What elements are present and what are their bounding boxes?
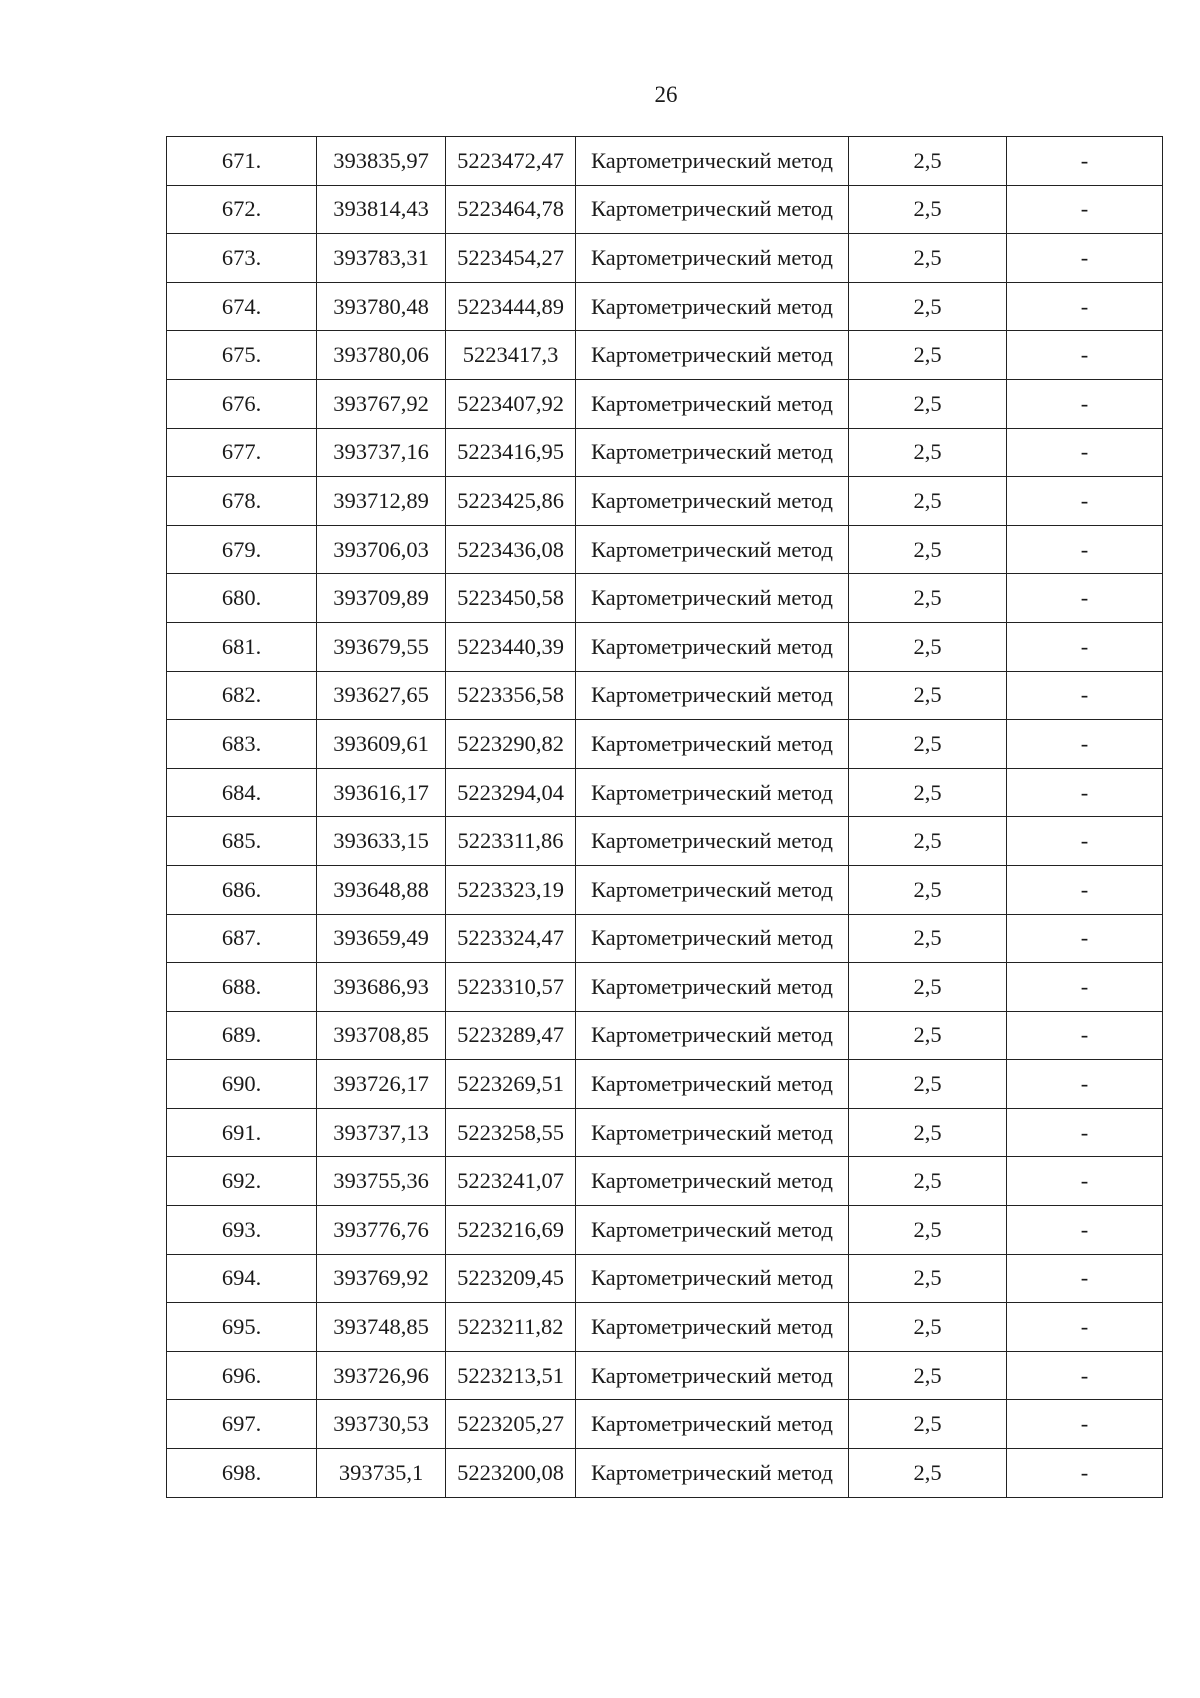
- method-cell: Картометрический метод: [576, 574, 849, 623]
- accuracy-cell: 2,5: [849, 817, 1007, 866]
- point-number-cell: 683.: [167, 720, 317, 769]
- extra-value-cell: -: [1007, 1011, 1163, 1060]
- y-coordinate-cell: 5223311,86: [446, 817, 576, 866]
- method-cell: Картометрический метод: [576, 865, 849, 914]
- y-coordinate-cell: 5223213,51: [446, 1351, 576, 1400]
- accuracy-cell: 2,5: [849, 671, 1007, 720]
- method-cell: Картометрический метод: [576, 1303, 849, 1352]
- extra-value-cell: -: [1007, 1400, 1163, 1449]
- extra-value-cell: -: [1007, 768, 1163, 817]
- y-coordinate-cell: 5223454,27: [446, 234, 576, 283]
- x-coordinate-cell: 393783,31: [317, 234, 446, 283]
- accuracy-cell: 2,5: [849, 865, 1007, 914]
- x-coordinate-cell: 393627,65: [317, 671, 446, 720]
- y-coordinate-cell: 5223436,08: [446, 525, 576, 574]
- extra-value-cell: -: [1007, 1254, 1163, 1303]
- x-coordinate-cell: 393686,93: [317, 963, 446, 1012]
- extra-value-cell: -: [1007, 137, 1163, 186]
- accuracy-cell: 2,5: [849, 622, 1007, 671]
- x-coordinate-cell: 393780,48: [317, 282, 446, 331]
- accuracy-cell: 2,5: [849, 137, 1007, 186]
- extra-value-cell: -: [1007, 1157, 1163, 1206]
- table-row: [167, 477, 1163, 526]
- table-row: [167, 1108, 1163, 1157]
- extra-value-cell: -: [1007, 817, 1163, 866]
- x-coordinate-cell: 393659,49: [317, 914, 446, 963]
- extra-value-cell: -: [1007, 1206, 1163, 1255]
- method-cell: Картометрический метод: [576, 1449, 849, 1498]
- x-coordinate-cell: 393769,92: [317, 1254, 446, 1303]
- y-coordinate-cell: 5223356,58: [446, 671, 576, 720]
- table-row: [167, 1254, 1163, 1303]
- accuracy-cell: 2,5: [849, 1206, 1007, 1255]
- point-number-cell: 672.: [167, 185, 317, 234]
- accuracy-cell: 2,5: [849, 1060, 1007, 1109]
- accuracy-cell: 2,5: [849, 185, 1007, 234]
- y-coordinate-cell: 5223258,55: [446, 1108, 576, 1157]
- point-number-cell: 687.: [167, 914, 317, 963]
- y-coordinate-cell: 5223416,95: [446, 428, 576, 477]
- x-coordinate-cell: 393755,36: [317, 1157, 446, 1206]
- table-row: [167, 282, 1163, 331]
- accuracy-cell: 2,5: [849, 525, 1007, 574]
- y-coordinate-cell: 5223450,58: [446, 574, 576, 623]
- x-coordinate-cell: 393633,15: [317, 817, 446, 866]
- y-coordinate-cell: 5223440,39: [446, 622, 576, 671]
- point-number-cell: 671.: [167, 137, 317, 186]
- x-coordinate-cell: 393706,03: [317, 525, 446, 574]
- point-number-cell: 689.: [167, 1011, 317, 1060]
- extra-value-cell: -: [1007, 574, 1163, 623]
- method-cell: Картометрический метод: [576, 768, 849, 817]
- table-row: [167, 1011, 1163, 1060]
- table-row: [167, 379, 1163, 428]
- method-cell: Картометрический метод: [576, 817, 849, 866]
- accuracy-cell: 2,5: [849, 1303, 1007, 1352]
- accuracy-cell: 2,5: [849, 1157, 1007, 1206]
- point-number-cell: 676.: [167, 379, 317, 428]
- extra-value-cell: -: [1007, 185, 1163, 234]
- point-number-cell: 696.: [167, 1351, 317, 1400]
- x-coordinate-cell: 393737,13: [317, 1108, 446, 1157]
- x-coordinate-cell: 393726,17: [317, 1060, 446, 1109]
- table-row: [167, 720, 1163, 769]
- extra-value-cell: -: [1007, 1060, 1163, 1109]
- accuracy-cell: 2,5: [849, 379, 1007, 428]
- extra-value-cell: -: [1007, 1108, 1163, 1157]
- x-coordinate-cell: 393748,85: [317, 1303, 446, 1352]
- point-number-cell: 673.: [167, 234, 317, 283]
- table-row: [167, 1060, 1163, 1109]
- extra-value-cell: -: [1007, 622, 1163, 671]
- point-number-cell: 692.: [167, 1157, 317, 1206]
- method-cell: Картометрический метод: [576, 282, 849, 331]
- table-row: [167, 1351, 1163, 1400]
- table-row: [167, 865, 1163, 914]
- y-coordinate-cell: 5223211,82: [446, 1303, 576, 1352]
- accuracy-cell: 2,5: [849, 282, 1007, 331]
- accuracy-cell: 2,5: [849, 1351, 1007, 1400]
- y-coordinate-cell: 5223425,86: [446, 477, 576, 526]
- method-cell: Картометрический метод: [576, 963, 849, 1012]
- method-cell: Картометрический метод: [576, 671, 849, 720]
- extra-value-cell: -: [1007, 865, 1163, 914]
- x-coordinate-cell: 393776,76: [317, 1206, 446, 1255]
- accuracy-cell: 2,5: [849, 574, 1007, 623]
- point-number-cell: 697.: [167, 1400, 317, 1449]
- table-row: [167, 1157, 1163, 1206]
- point-number-cell: 682.: [167, 671, 317, 720]
- method-cell: Картометрический метод: [576, 137, 849, 186]
- table-row: [167, 574, 1163, 623]
- y-coordinate-cell: 5223289,47: [446, 1011, 576, 1060]
- extra-value-cell: -: [1007, 379, 1163, 428]
- x-coordinate-cell: 393609,61: [317, 720, 446, 769]
- point-number-cell: 679.: [167, 525, 317, 574]
- coordinates-table-body: [167, 137, 1163, 1498]
- extra-value-cell: -: [1007, 1303, 1163, 1352]
- extra-value-cell: -: [1007, 914, 1163, 963]
- x-coordinate-cell: 393814,43: [317, 185, 446, 234]
- method-cell: Картометрический метод: [576, 1060, 849, 1109]
- method-cell: Картометрический метод: [576, 622, 849, 671]
- extra-value-cell: -: [1007, 963, 1163, 1012]
- accuracy-cell: 2,5: [849, 720, 1007, 769]
- x-coordinate-cell: 393679,55: [317, 622, 446, 671]
- accuracy-cell: 2,5: [849, 428, 1007, 477]
- point-number-cell: 698.: [167, 1449, 317, 1498]
- x-coordinate-cell: 393835,97: [317, 137, 446, 186]
- accuracy-cell: 2,5: [849, 914, 1007, 963]
- point-number-cell: 678.: [167, 477, 317, 526]
- table-row: [167, 185, 1163, 234]
- y-coordinate-cell: 5223209,45: [446, 1254, 576, 1303]
- method-cell: Картометрический метод: [576, 914, 849, 963]
- method-cell: Картометрический метод: [576, 1108, 849, 1157]
- table-row: [167, 817, 1163, 866]
- x-coordinate-cell: 393708,85: [317, 1011, 446, 1060]
- point-number-cell: 693.: [167, 1206, 317, 1255]
- x-coordinate-cell: 393726,96: [317, 1351, 446, 1400]
- method-cell: Картометрический метод: [576, 720, 849, 769]
- x-coordinate-cell: 393735,1: [317, 1449, 446, 1498]
- point-number-cell: 688.: [167, 963, 317, 1012]
- extra-value-cell: -: [1007, 428, 1163, 477]
- extra-value-cell: -: [1007, 477, 1163, 526]
- extra-value-cell: -: [1007, 331, 1163, 380]
- accuracy-cell: 2,5: [849, 1449, 1007, 1498]
- y-coordinate-cell: 5223324,47: [446, 914, 576, 963]
- accuracy-cell: 2,5: [849, 477, 1007, 526]
- point-number-cell: 695.: [167, 1303, 317, 1352]
- accuracy-cell: 2,5: [849, 331, 1007, 380]
- accuracy-cell: 2,5: [849, 1108, 1007, 1157]
- point-number-cell: 684.: [167, 768, 317, 817]
- table-row: [167, 1400, 1163, 1449]
- point-number-cell: 691.: [167, 1108, 317, 1157]
- point-number-cell: 677.: [167, 428, 317, 477]
- coordinates-table: [166, 136, 1163, 1498]
- table-row: [167, 1449, 1163, 1498]
- table-row: [167, 622, 1163, 671]
- extra-value-cell: -: [1007, 525, 1163, 574]
- accuracy-cell: 2,5: [849, 1011, 1007, 1060]
- method-cell: Картометрический метод: [576, 331, 849, 380]
- method-cell: Картометрический метод: [576, 525, 849, 574]
- accuracy-cell: 2,5: [849, 768, 1007, 817]
- extra-value-cell: -: [1007, 282, 1163, 331]
- method-cell: Картометрический метод: [576, 1206, 849, 1255]
- x-coordinate-cell: 393709,89: [317, 574, 446, 623]
- method-cell: Картометрический метод: [576, 1400, 849, 1449]
- x-coordinate-cell: 393730,53: [317, 1400, 446, 1449]
- x-coordinate-cell: 393767,92: [317, 379, 446, 428]
- table-row: [167, 234, 1163, 283]
- table-row: [167, 671, 1163, 720]
- y-coordinate-cell: 5223472,47: [446, 137, 576, 186]
- point-number-cell: 681.: [167, 622, 317, 671]
- point-number-cell: 680.: [167, 574, 317, 623]
- method-cell: Картометрический метод: [576, 379, 849, 428]
- point-number-cell: 694.: [167, 1254, 317, 1303]
- y-coordinate-cell: 5223241,07: [446, 1157, 576, 1206]
- x-coordinate-cell: 393780,06: [317, 331, 446, 380]
- y-coordinate-cell: 5223417,3: [446, 331, 576, 380]
- x-coordinate-cell: 393712,89: [317, 477, 446, 526]
- table-row: [167, 963, 1163, 1012]
- table-row: [167, 1206, 1163, 1255]
- table-row: [167, 428, 1163, 477]
- y-coordinate-cell: 5223310,57: [446, 963, 576, 1012]
- method-cell: Картометрический метод: [576, 234, 849, 283]
- y-coordinate-cell: 5223294,04: [446, 768, 576, 817]
- accuracy-cell: 2,5: [849, 963, 1007, 1012]
- method-cell: Картометрический метод: [576, 1011, 849, 1060]
- table-row: [167, 137, 1163, 186]
- point-number-cell: 675.: [167, 331, 317, 380]
- page-number: 26: [654, 82, 678, 107]
- y-coordinate-cell: 5223216,69: [446, 1206, 576, 1255]
- y-coordinate-cell: 5223464,78: [446, 185, 576, 234]
- x-coordinate-cell: 393737,16: [317, 428, 446, 477]
- y-coordinate-cell: 5223205,27: [446, 1400, 576, 1449]
- y-coordinate-cell: 5223407,92: [446, 379, 576, 428]
- method-cell: Картометрический метод: [576, 1351, 849, 1400]
- extra-value-cell: -: [1007, 671, 1163, 720]
- accuracy-cell: 2,5: [849, 1254, 1007, 1303]
- x-coordinate-cell: 393648,88: [317, 865, 446, 914]
- extra-value-cell: -: [1007, 234, 1163, 283]
- y-coordinate-cell: 5223444,89: [446, 282, 576, 331]
- table-row: [167, 331, 1163, 380]
- extra-value-cell: -: [1007, 720, 1163, 769]
- method-cell: Картометрический метод: [576, 185, 849, 234]
- method-cell: Картометрический метод: [576, 477, 849, 526]
- accuracy-cell: 2,5: [849, 1400, 1007, 1449]
- point-number-cell: 674.: [167, 282, 317, 331]
- y-coordinate-cell: 5223323,19: [446, 865, 576, 914]
- method-cell: Картометрический метод: [576, 1254, 849, 1303]
- table-row: [167, 768, 1163, 817]
- table-row: [167, 914, 1163, 963]
- extra-value-cell: -: [1007, 1351, 1163, 1400]
- accuracy-cell: 2,5: [849, 234, 1007, 283]
- y-coordinate-cell: 5223269,51: [446, 1060, 576, 1109]
- y-coordinate-cell: 5223290,82: [446, 720, 576, 769]
- point-number-cell: 686.: [167, 865, 317, 914]
- y-coordinate-cell: 5223200,08: [446, 1449, 576, 1498]
- point-number-cell: 685.: [167, 817, 317, 866]
- point-number-cell: 690.: [167, 1060, 317, 1109]
- extra-value-cell: -: [1007, 1449, 1163, 1498]
- table-row: [167, 1303, 1163, 1352]
- x-coordinate-cell: 393616,17: [317, 768, 446, 817]
- method-cell: Картометрический метод: [576, 1157, 849, 1206]
- table-row: [167, 525, 1163, 574]
- method-cell: Картометрический метод: [576, 428, 849, 477]
